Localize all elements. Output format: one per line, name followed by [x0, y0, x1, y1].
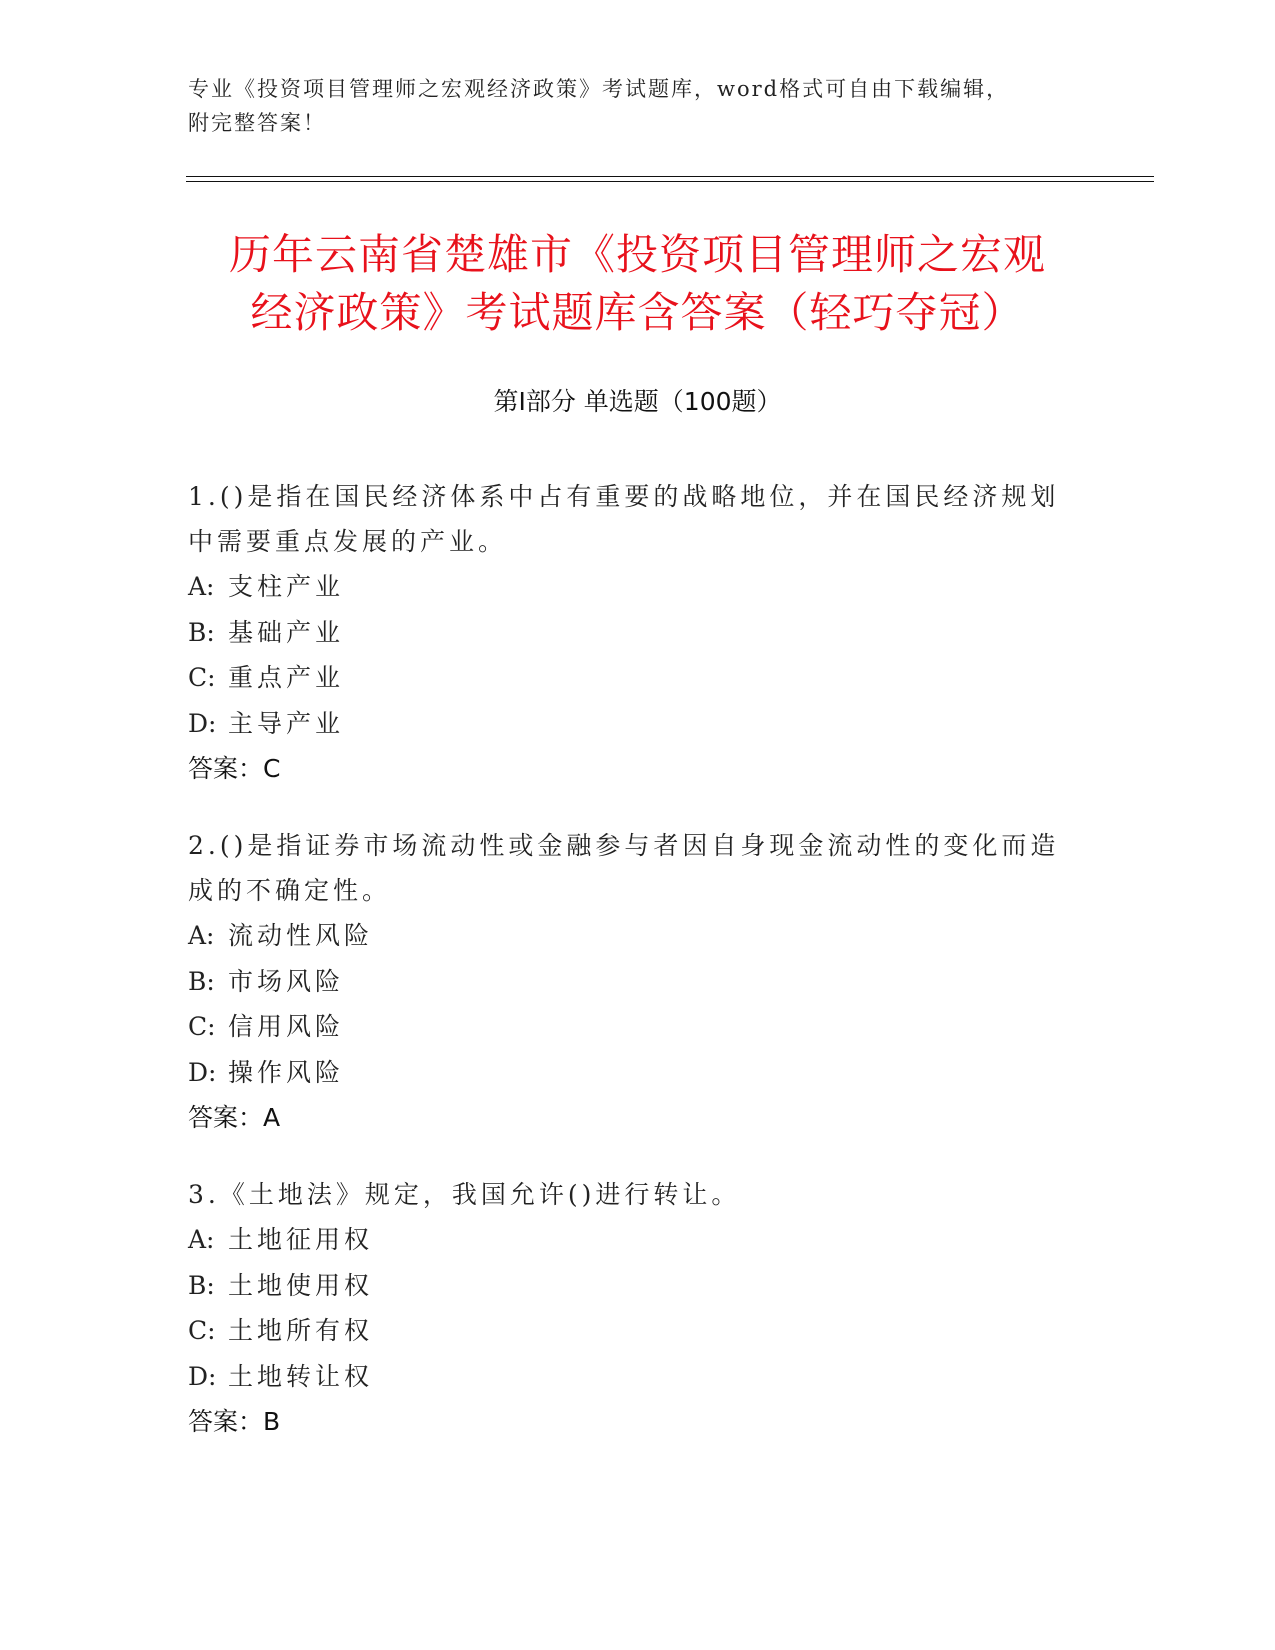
option-b	[188, 610, 1088, 656]
document-title-line: 经济政策》考试题库含答案（轻巧夺冠）	[250, 288, 1025, 337]
question-stem-line: 1.()是指在国民经济体系中占有重要的战略地位，并在国民经济规划	[188, 482, 1060, 511]
question-3	[188, 1172, 1088, 1444]
option-key: C:	[188, 663, 216, 692]
question-stem-line: 2.()是指证券市场流动性或金融参与者因自身现金流动性的变化而造	[188, 831, 1060, 860]
option-key: B:	[188, 617, 215, 647]
option-a	[188, 564, 1088, 610]
option-a	[188, 913, 1088, 959]
option-text: 市场风险	[228, 966, 345, 996]
option-d	[188, 1050, 1088, 1096]
option-key: C:	[188, 1316, 216, 1345]
option-text: 基础产业	[228, 617, 345, 647]
header-divider-bottom	[186, 181, 1154, 182]
option-key: A:	[188, 572, 215, 601]
option-key: D:	[188, 1361, 217, 1391]
option-key: A:	[188, 1225, 215, 1254]
question-list	[188, 474, 1088, 1476]
question-stem	[188, 1172, 1088, 1217]
question-2	[188, 823, 1088, 1140]
header-note	[188, 72, 1068, 140]
option-text: 重点产业	[228, 663, 345, 692]
option-key: B:	[188, 1270, 215, 1300]
option-b	[188, 959, 1088, 1005]
option-key: A:	[188, 921, 215, 950]
option-text: 土地转让权	[228, 1361, 374, 1391]
option-text: 主导产业	[228, 708, 345, 738]
section-heading: 第Ⅰ部分 单选题（100题）	[493, 387, 782, 416]
option-text: 支柱产业	[228, 572, 345, 601]
question-stem-line: 成的不确定性。	[188, 876, 392, 905]
option-key: D:	[188, 708, 217, 738]
option-c	[188, 1308, 1088, 1354]
option-key: D:	[188, 1057, 217, 1087]
question-stem-line: 中需要重点发展的产业。	[188, 527, 508, 556]
answer: 答案：C	[188, 754, 281, 783]
answer: 答案：A	[188, 1103, 281, 1132]
option-d	[188, 1354, 1088, 1400]
option-c	[188, 1004, 1088, 1050]
question-1	[188, 474, 1088, 791]
option-key: C:	[188, 1012, 216, 1041]
option-text: 信用风险	[228, 1012, 345, 1041]
answer: 答案：B	[188, 1407, 281, 1436]
header-divider-top	[186, 176, 1154, 177]
option-b	[188, 1263, 1088, 1309]
document-title	[150, 226, 1125, 342]
option-text: 流动性风险	[228, 921, 374, 950]
option-text: 土地使用权	[228, 1270, 374, 1300]
header-note-line: 附完整答案！	[188, 111, 326, 135]
document-title-line: 历年云南省楚雄市《投资项目管理师之宏观	[228, 230, 1046, 279]
option-d	[188, 701, 1088, 747]
option-text: 操作风险	[228, 1057, 345, 1087]
question-stem-line: 3.《土地法》规定，我国允许()进行转让。	[188, 1180, 741, 1209]
option-key: B:	[188, 966, 215, 996]
option-c	[188, 655, 1088, 701]
question-stem	[188, 823, 1088, 913]
header-note-line: 专业《投资项目管理师之宏观经济政策》考试题库，word格式可自由下载编辑，	[188, 77, 1010, 101]
option-a	[188, 1217, 1088, 1263]
option-text: 土地所有权	[228, 1316, 374, 1345]
option-text: 土地征用权	[228, 1225, 374, 1254]
question-stem	[188, 474, 1088, 564]
